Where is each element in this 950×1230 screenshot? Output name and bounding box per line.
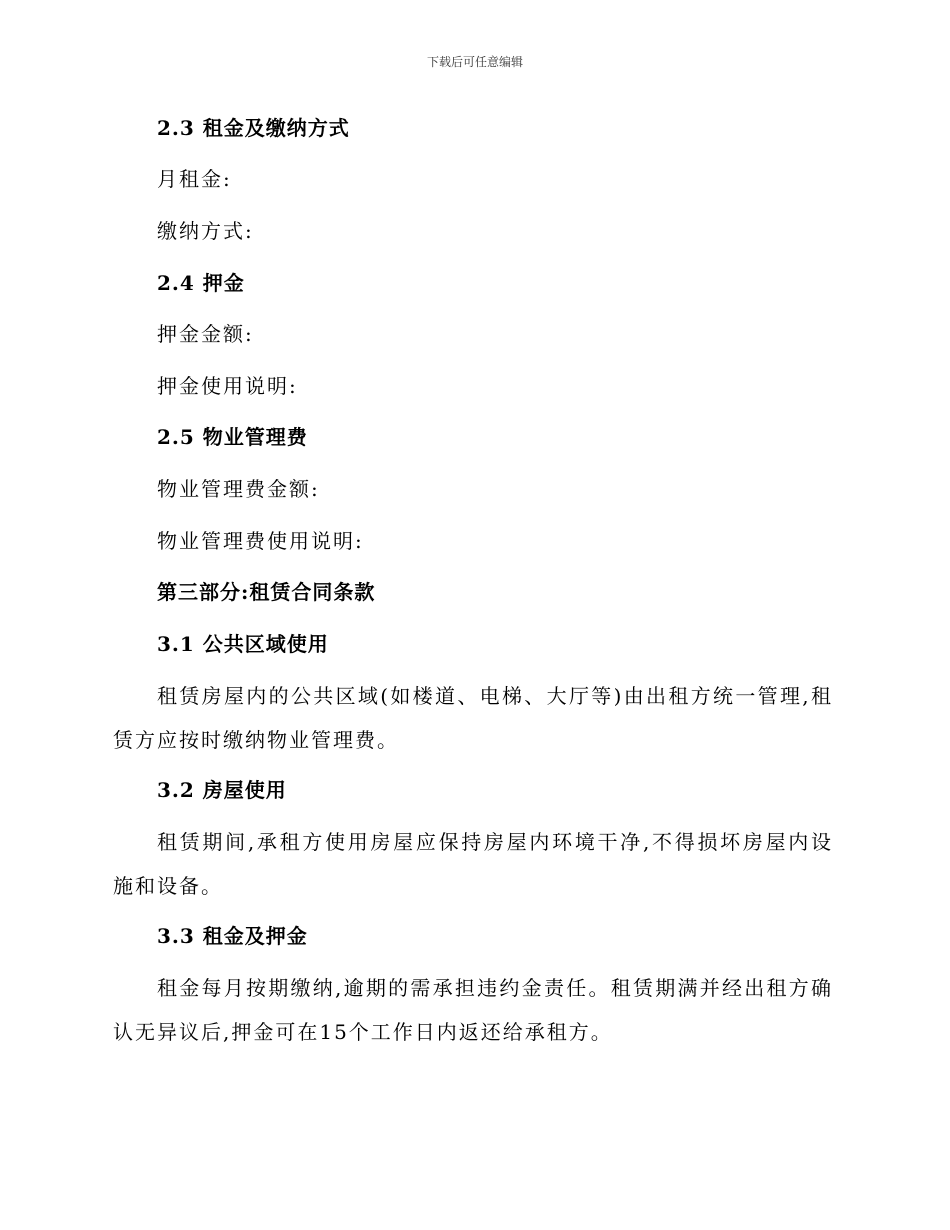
page-header: 下载后可任意编辑	[426, 55, 523, 69]
part-three-title: 第三部分:租赁合同条款	[157, 580, 376, 604]
section-heading-2-5: 2.5 物业管理费	[157, 425, 308, 449]
property-fee-amount-label: 物业管理费金额:	[157, 477, 320, 501]
monthly-rent-label: 月租金:	[157, 167, 232, 191]
paragraph-3-1: 租赁房屋内的公共区域(如楼道、电梯、大厅等)由出租方统一管理,租赁方应按时缴纳物业管理费。	[113, 684, 833, 752]
section-heading-3-2: 3.2 房屋使用	[157, 778, 287, 802]
payment-method-label: 缴纳方式:	[157, 219, 254, 243]
paragraph-3-2: 租赁期间,承租方使用房屋应保持房屋内环境干净,不得损坏房屋内设施和设备。	[113, 830, 833, 898]
property-fee-usage-label: 物业管理费使用说明:	[157, 529, 364, 553]
section-heading-2-4: 2.4 押金	[157, 271, 245, 295]
section-heading-2-3: 2.3 租金及缴纳方式	[157, 116, 350, 140]
deposit-usage-label: 押金使用说明:	[157, 374, 298, 398]
section-heading-3-1: 3.1 公共区域使用	[157, 632, 329, 656]
deposit-amount-label: 押金金额:	[157, 322, 254, 346]
paragraph-3-3: 租金每月按期缴纳,逾期的需承担违约金责任。租赁期满并经出租方确认无异议后,押金可在15个工作日内返还给承租方。	[113, 976, 833, 1044]
section-heading-3-3: 3.3 租金及押金	[157, 924, 308, 948]
